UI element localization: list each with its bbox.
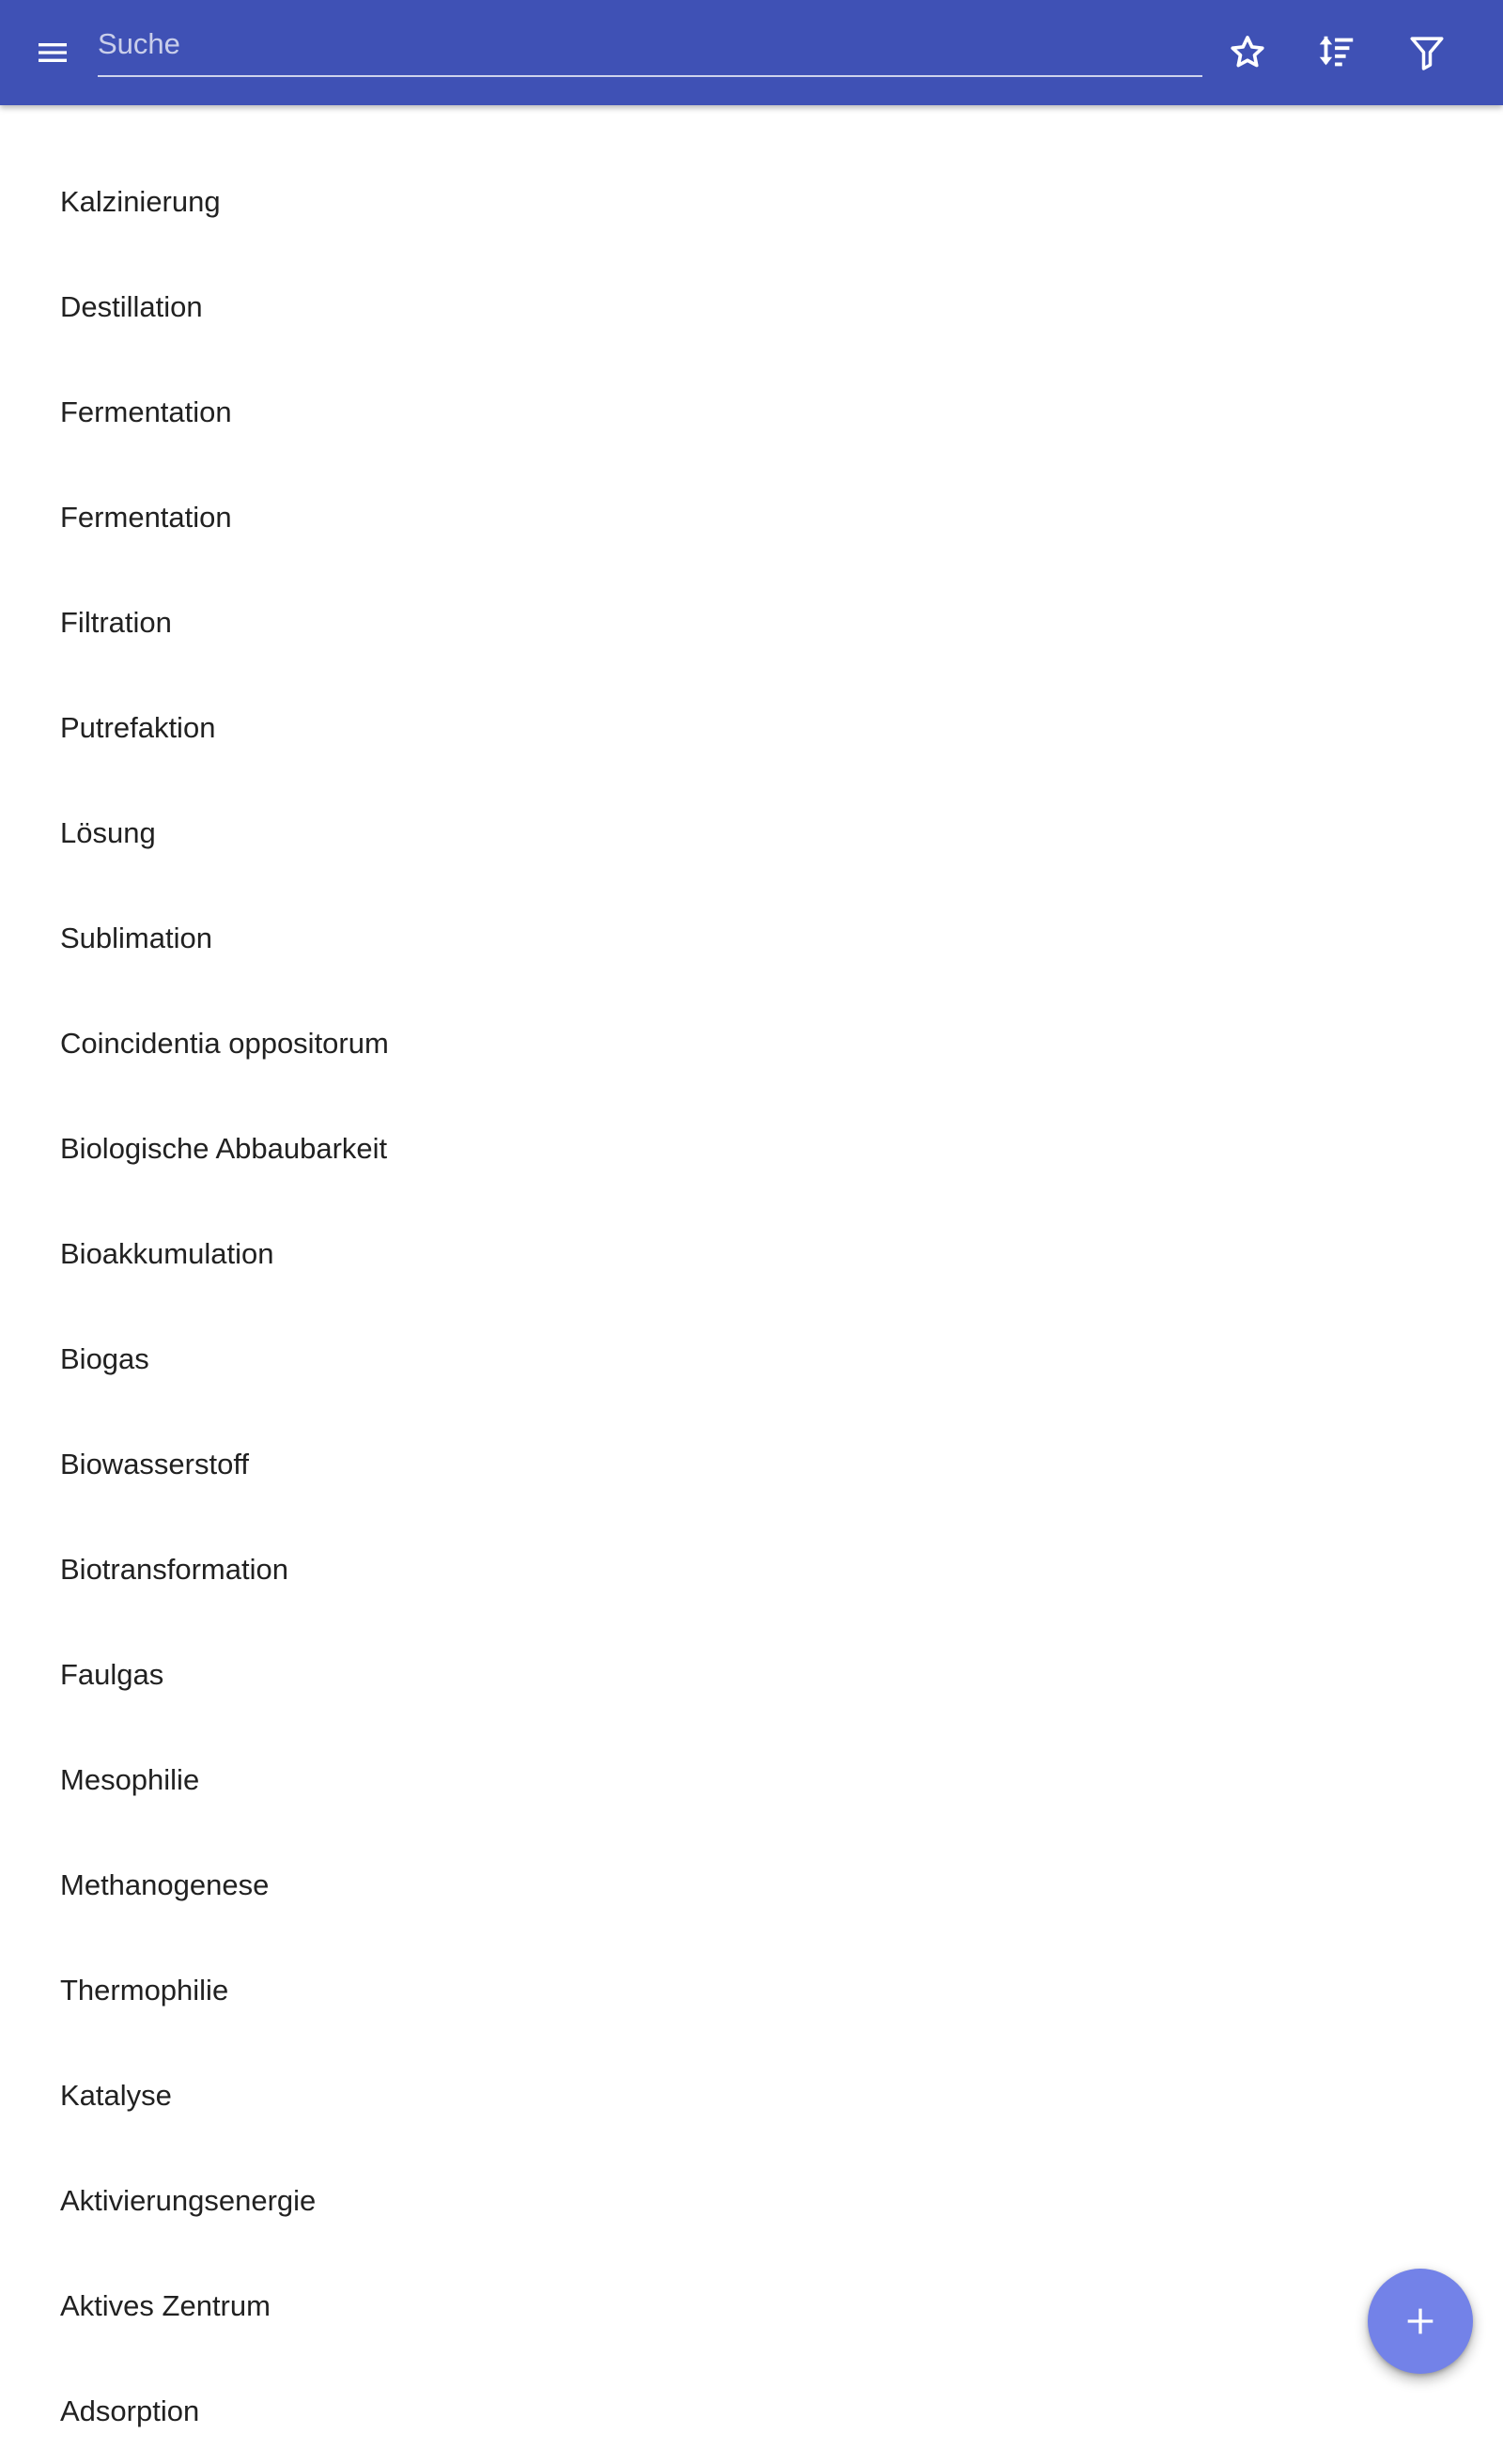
list-item-label: Biowasserstoff: [60, 1448, 250, 1480]
list-item-label: Lösung: [60, 816, 156, 849]
list-item-label: Faulgas: [60, 1658, 164, 1691]
list-item[interactable]: [0, 1412, 1503, 1517]
filter-icon: [1407, 33, 1447, 72]
list-item[interactable]: [0, 1201, 1503, 1307]
list-item-label: Putrefaktion: [60, 711, 216, 744]
list-item[interactable]: [0, 2148, 1503, 2254]
search-input[interactable]: [98, 17, 1202, 71]
list-item[interactable]: [0, 1096, 1503, 1201]
list-item-label: Sublimation: [60, 922, 212, 954]
list-item-label: Adsorption: [60, 2394, 200, 2427]
add-button[interactable]: [1368, 2269, 1473, 2374]
list-item[interactable]: [0, 675, 1503, 781]
list-item-label: Aktivierungsenergie: [60, 2184, 317, 2217]
list-item-label: Kalzinierung: [60, 185, 221, 218]
list-item[interactable]: [0, 2359, 1503, 2464]
list-item-label: Katalyse: [60, 2079, 172, 2112]
list-item-label: Filtration: [60, 606, 172, 639]
list-item[interactable]: [0, 1938, 1503, 2043]
entry-list: [0, 105, 1503, 2464]
list-item-label: Methanogenese: [60, 1868, 270, 1901]
list-item[interactable]: [0, 2254, 1503, 2359]
list-item[interactable]: [0, 255, 1503, 360]
favorites-button[interactable]: [1210, 15, 1285, 90]
list-item[interactable]: [0, 2043, 1503, 2148]
list-item[interactable]: [0, 781, 1503, 886]
top-app-bar: [0, 0, 1503, 105]
sort-icon: [1315, 31, 1358, 74]
list-item[interactable]: [0, 1517, 1503, 1622]
list-item-label: Coincidentia oppositorum: [60, 1027, 389, 1060]
list-item[interactable]: [0, 360, 1503, 465]
list-item[interactable]: [0, 570, 1503, 675]
list-item-label: Thermophilie: [60, 1974, 229, 2007]
list-item-label: Mesophilie: [60, 1763, 200, 1796]
plus-icon: [1402, 2302, 1439, 2340]
list-item[interactable]: [0, 465, 1503, 570]
sort-button[interactable]: [1299, 15, 1374, 90]
list-item[interactable]: [0, 149, 1503, 255]
list-item[interactable]: [0, 1622, 1503, 1728]
menu-icon: [34, 34, 71, 71]
menu-button[interactable]: [15, 15, 90, 90]
list-item-label: Biologische Abbaubarkeit: [60, 1132, 388, 1165]
star-outline-icon: [1227, 32, 1268, 73]
list-item-label: Fermentation: [60, 501, 232, 534]
search-field[interactable]: [98, 17, 1202, 77]
list-item[interactable]: [0, 886, 1503, 991]
list-item-label: Fermentation: [60, 395, 232, 428]
list-item-label: Aktives Zentrum: [60, 2289, 271, 2322]
list-item[interactable]: [0, 1307, 1503, 1412]
filter-button[interactable]: [1389, 15, 1464, 90]
list-item-label: Bioakkumulation: [60, 1237, 274, 1270]
list-item[interactable]: [0, 991, 1503, 1096]
list-item[interactable]: [0, 1833, 1503, 1938]
list-item-label: Biotransformation: [60, 1553, 288, 1586]
list-item-label: Destillation: [60, 290, 203, 323]
list-item[interactable]: [0, 1728, 1503, 1833]
list-item-label: Biogas: [60, 1342, 149, 1375]
